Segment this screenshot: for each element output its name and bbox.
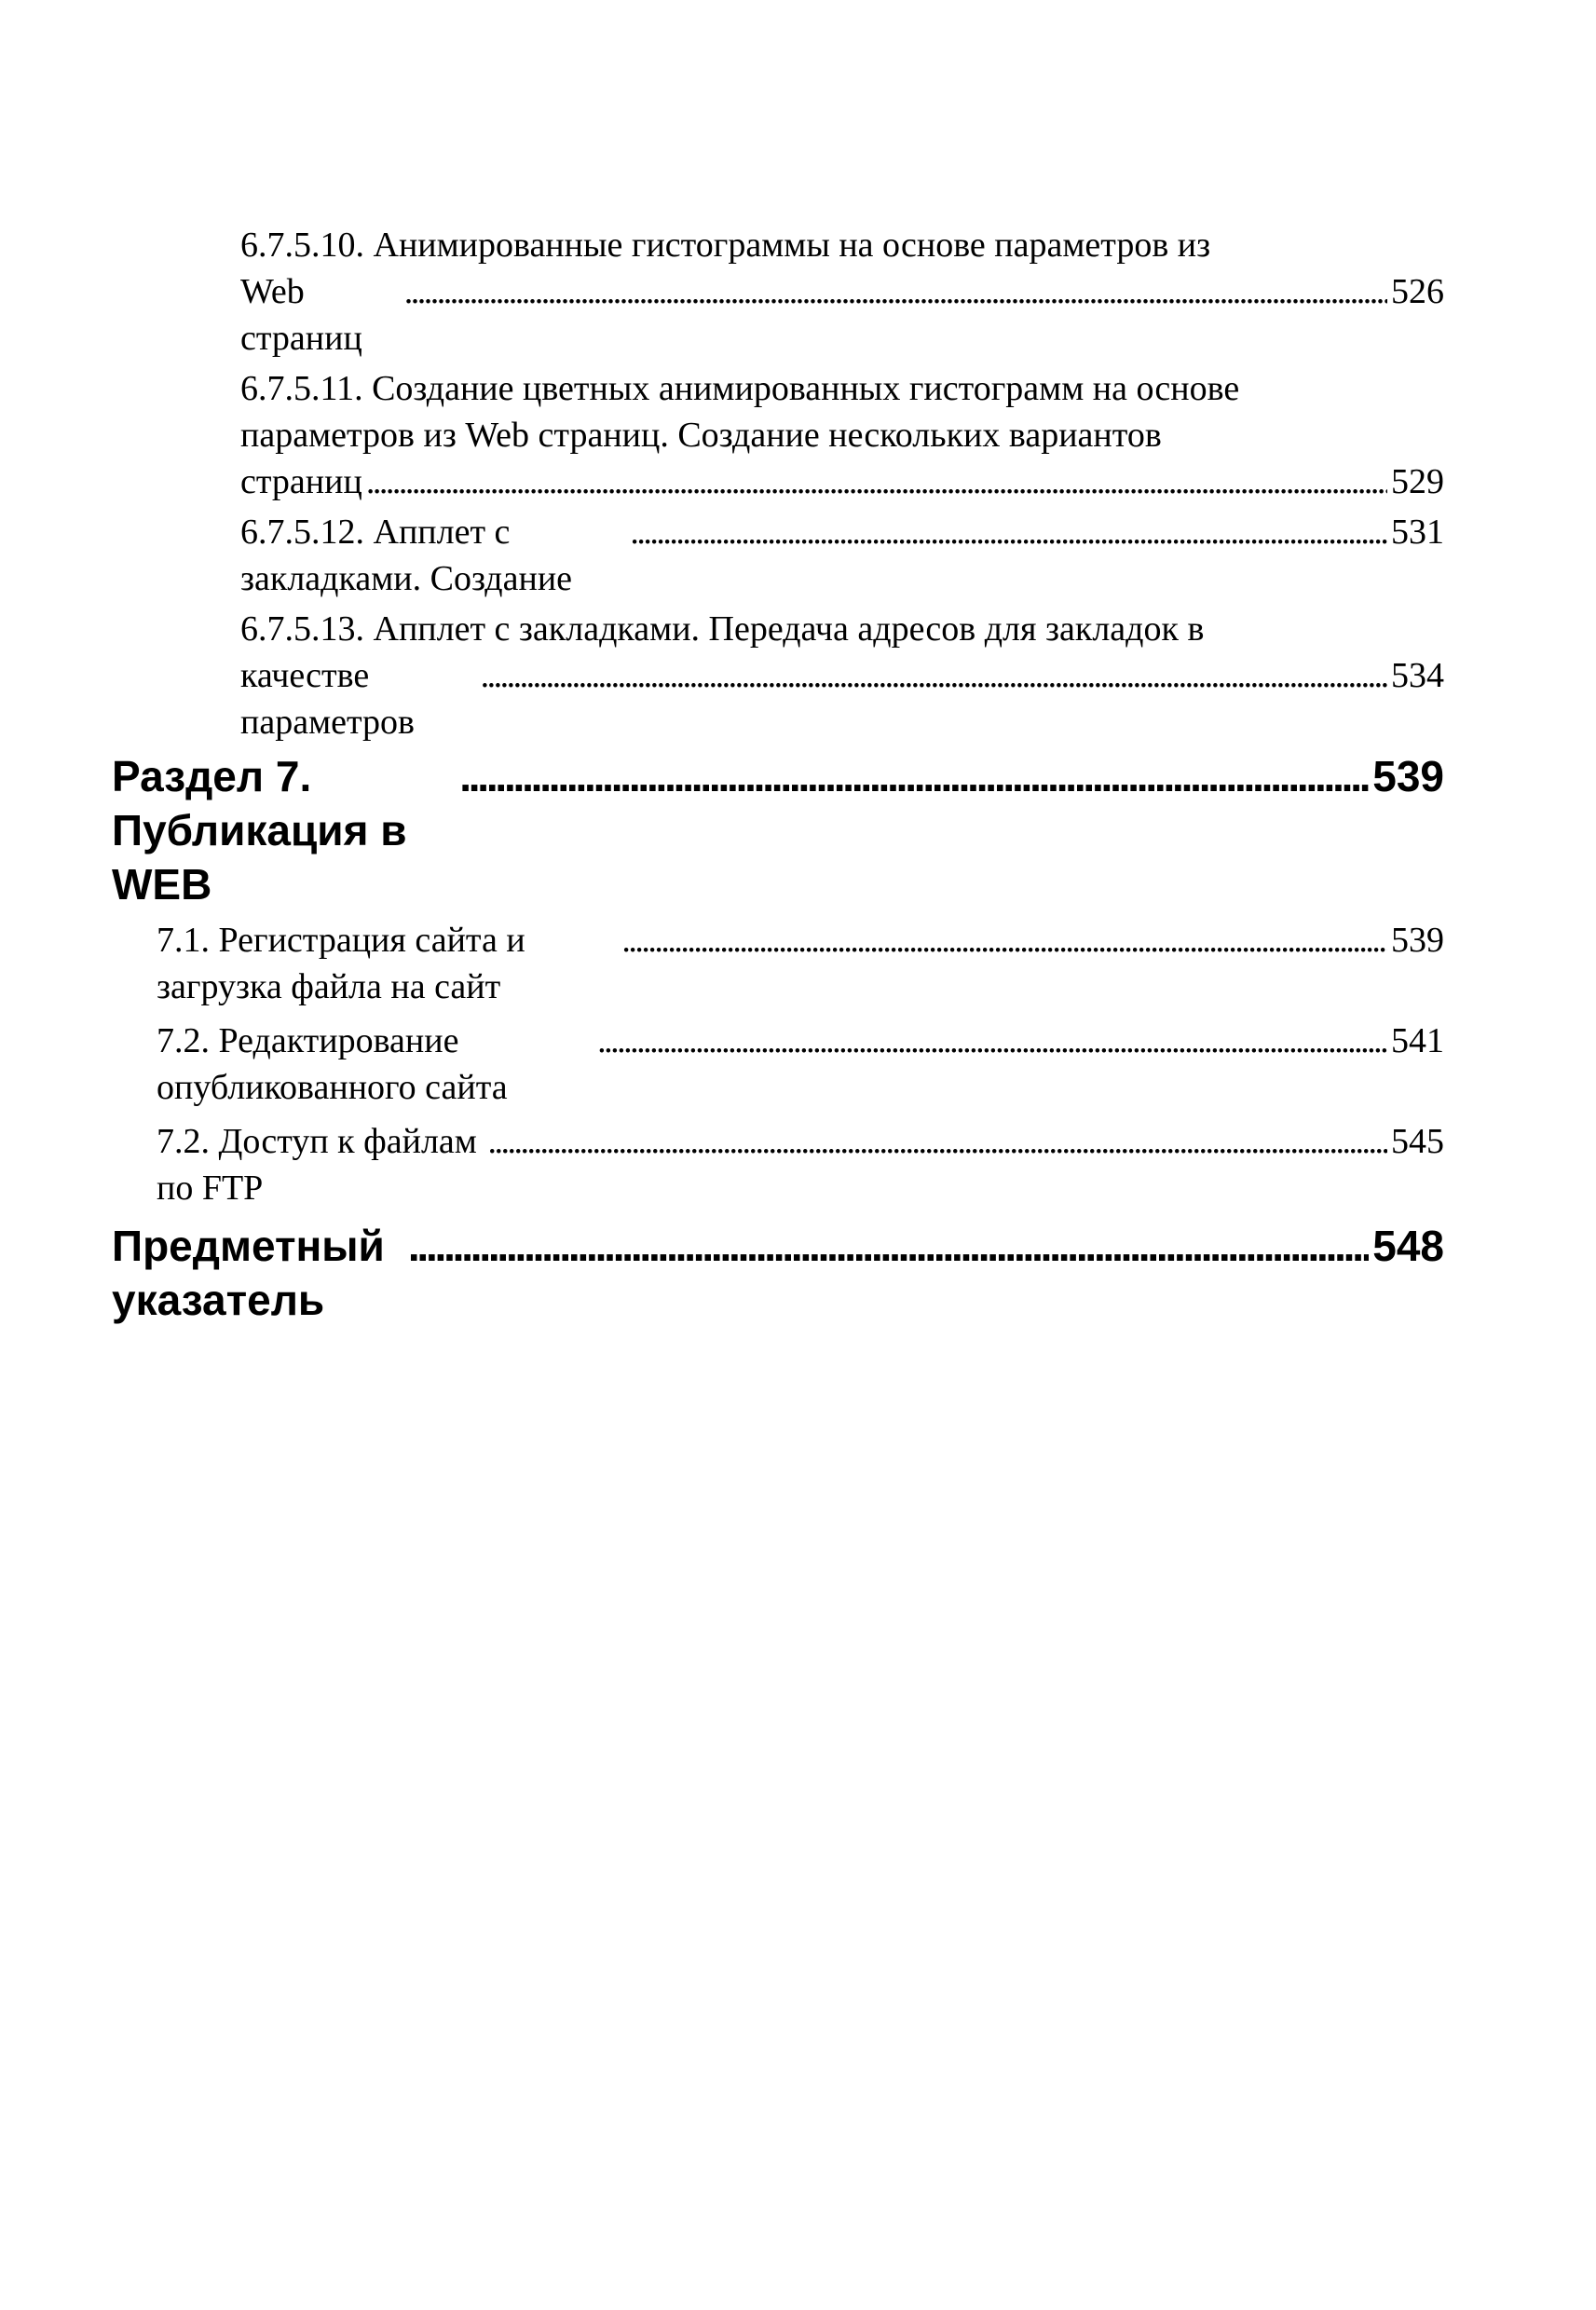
dot-leader: [597, 1018, 1387, 1064]
dot-leader: [621, 917, 1387, 964]
toc-entry-page: 531: [1391, 513, 1444, 552]
toc-entry-6-7-5-10[interactable]: [112, 222, 1444, 362]
toc-entry-6-7-5-13[interactable]: [112, 606, 1444, 745]
table-of-contents: [112, 222, 1444, 1333]
dot-leader: [408, 1219, 1369, 1273]
dot-leader: [366, 458, 1387, 505]
toc-entry-title: качестве параметров: [240, 656, 415, 742]
toc-section-index[interactable]: [112, 1219, 1444, 1327]
toc-section-7[interactable]: [112, 749, 1444, 911]
toc-entry-title-line: 6.7.5.10. Анимированные гистограммы на основе параметров из: [240, 226, 1211, 265]
toc-entry-title-line: 6.7.5.13. Апплет с закладками. Передача адресов для закладок в: [240, 609, 1205, 649]
toc-section-page: 539: [1372, 752, 1444, 800]
toc-entry-page: 545: [1391, 1122, 1444, 1161]
toc-entry-6-7-5-12[interactable]: [112, 509, 1444, 602]
toc-entry-6-7-5-11[interactable]: [112, 365, 1444, 505]
toc-entry-page: 534: [1391, 656, 1444, 695]
toc-section-title: Раздел 7. Публикация в WEB: [112, 752, 407, 909]
dot-leader: [481, 652, 1387, 699]
toc-entry-title-line: 6.7.5.11. Создание цветных анимированных гистограмм на основе: [240, 369, 1240, 408]
toc-section-page: 548: [1372, 1222, 1444, 1270]
dot-leader: [488, 1118, 1387, 1165]
dot-leader: [459, 749, 1369, 803]
toc-entry-7-2-editing[interactable]: [112, 1018, 1444, 1111]
toc-section-title: Предметный указатель: [112, 1222, 385, 1324]
toc-entry-title: 7.1. Регистрация сайта и загрузка файла на сайт: [157, 921, 525, 1006]
toc-entry-page: 541: [1391, 1021, 1444, 1060]
toc-entry-page: 526: [1391, 272, 1444, 311]
toc-entry-title: 6.7.5.12. Апплет с закладками. Создание: [240, 513, 573, 598]
dot-leader: [630, 509, 1387, 555]
toc-entry-title-line: параметров из Web страниц. Создание нескольких вариантов: [240, 416, 1162, 455]
toc-entry-title: Web страниц: [240, 272, 362, 358]
toc-entry-7-2-ftp[interactable]: [112, 1118, 1444, 1211]
toc-entry-title: страниц: [240, 462, 362, 501]
toc-entry-title: 7.2. Доступ к файлам по FTP: [157, 1122, 477, 1208]
dot-leader: [404, 268, 1387, 315]
toc-entry-7-1[interactable]: [112, 917, 1444, 1010]
toc-entry-page: 539: [1391, 921, 1444, 960]
toc-entry-title: 7.2. Редактирование опубликованного сайта: [157, 1021, 508, 1107]
toc-entry-page: 529: [1391, 462, 1444, 501]
